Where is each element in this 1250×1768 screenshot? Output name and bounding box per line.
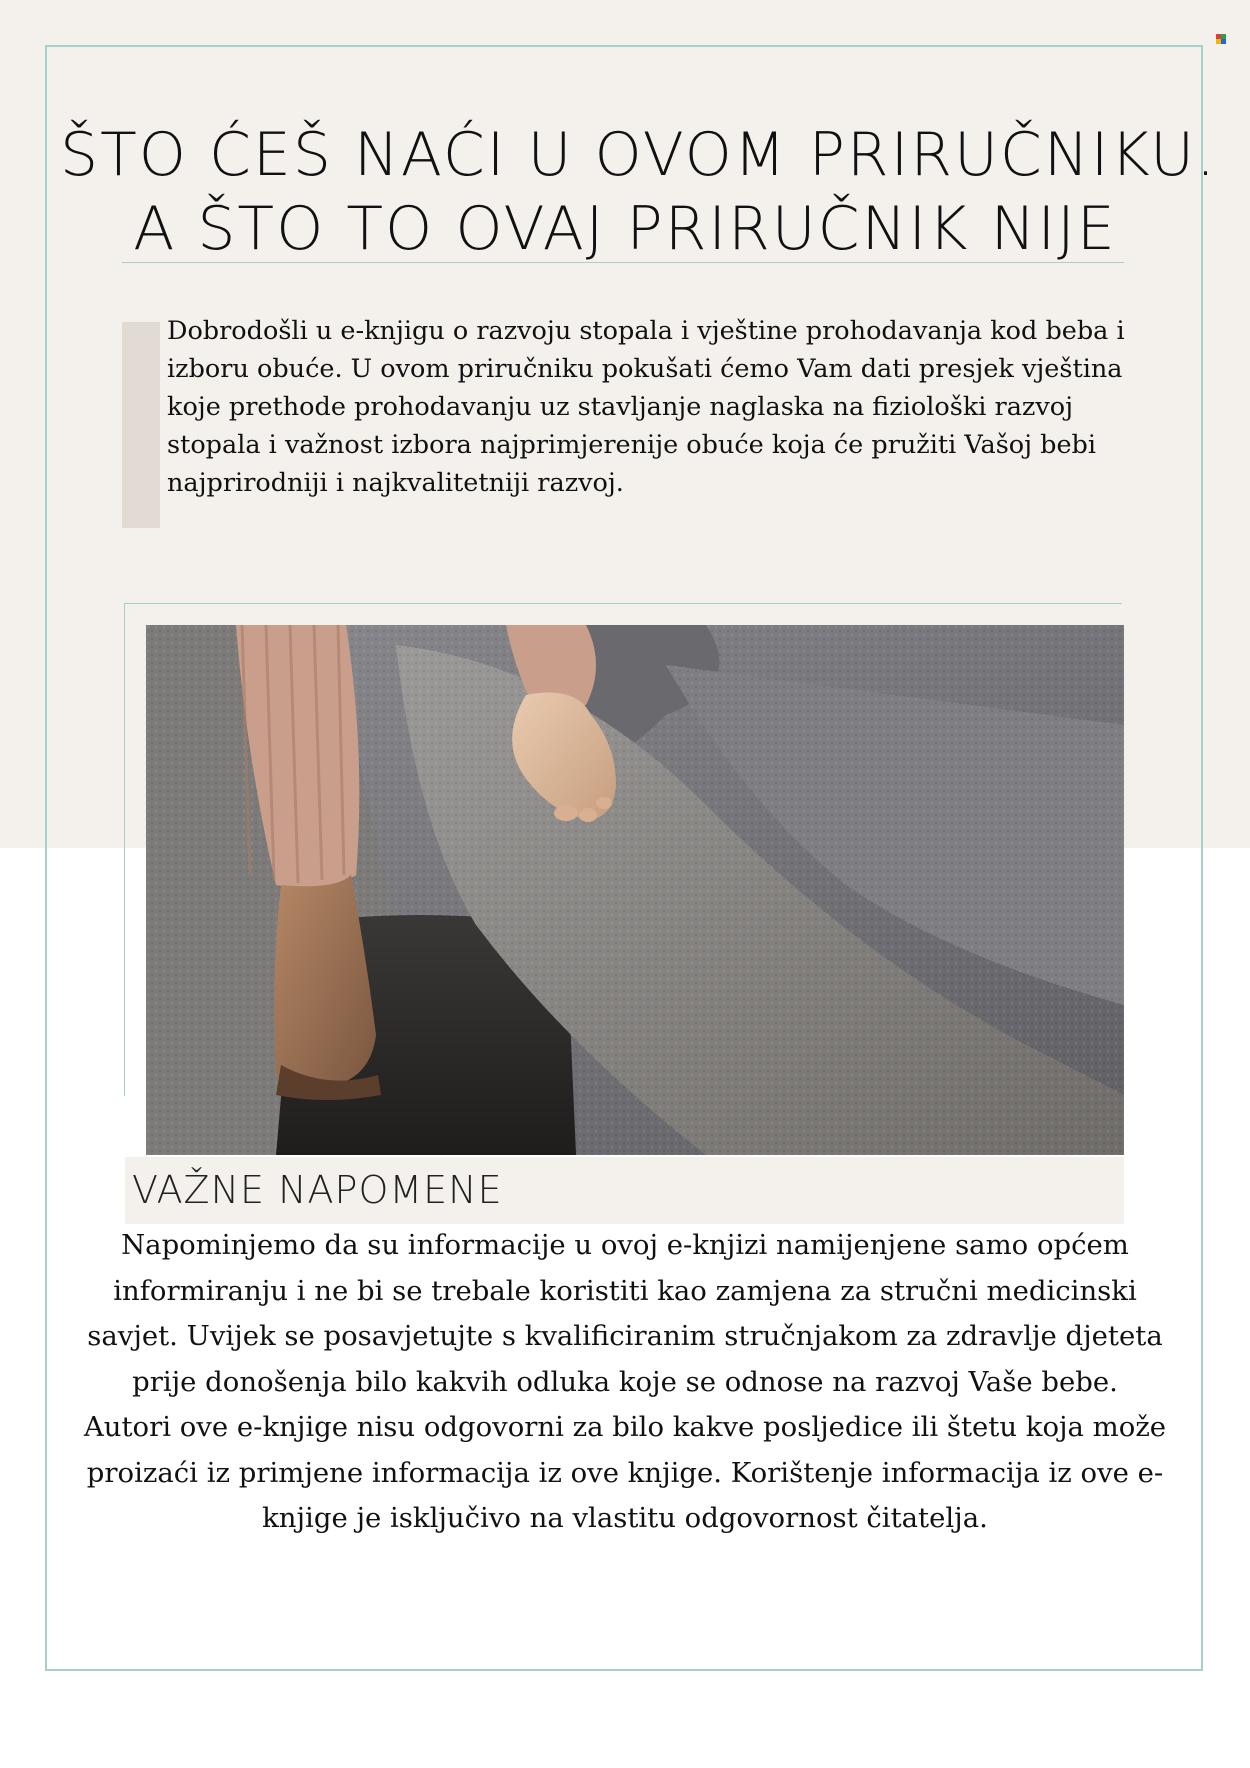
notes-body (80, 1223, 1170, 1542)
page-title-line-2: A ŠTO TO OVAJ PRIRUČNIK NIJE (133, 194, 1117, 264)
page-title-line-1: ŠTO ĆEŠ NAĆI U OVOM PRIRUČNIKU. (60, 120, 1218, 190)
notes-paragraph-1: Napominjemo da su informacije u ovoj e-knjizi namijenjene samo općem informiranju i ne bi se trebale koristiti kao zamjena za stručni medicinski savjet. Uvijek se posavjetujte s kvalificiranim stručnjakom za zdravlje djeteta prije donošenja bilo kakvih odluka koje se odnose na razvoj Vaše bebe. (87, 1229, 1163, 1398)
notes-heading: VAŽNE NAPOMENE (132, 1168, 503, 1212)
title-underline-rule (122, 262, 1124, 263)
photo-frame-top-line (124, 603, 1122, 604)
photo-frame-left-line (124, 603, 125, 1096)
intro-paragraph: Dobrodošli u e-knjigu o razvoju stopala i vještine prohodavanja kod beba i izboru obuće. U ovom priručniku pokušati ćemo Vam dati presjek vještina koje prethode prohodavanju uz stavljanje naglaska na fiziološki razvoj stopala i važnost izbora najprimjerenije obuće koja će pružiti Vašoj bebi najprirodniji i najkvalitetniji razvoj. (167, 316, 1125, 498)
notes-paragraph-2: Autori ove e-knjige nisu odgovorni za bilo kakve posljedice ili štetu koja može proizaći iz primjene informacija iz ove knjige. Korištenje informacija iz ove e-knjige je isključivo na vlastitu odgovornost čitatelja. (83, 1411, 1167, 1534)
page-title (60, 118, 1218, 266)
color-squares-icon (1216, 34, 1226, 44)
quote-accent-bar (122, 322, 160, 528)
baby-feet-photo (146, 625, 1124, 1155)
